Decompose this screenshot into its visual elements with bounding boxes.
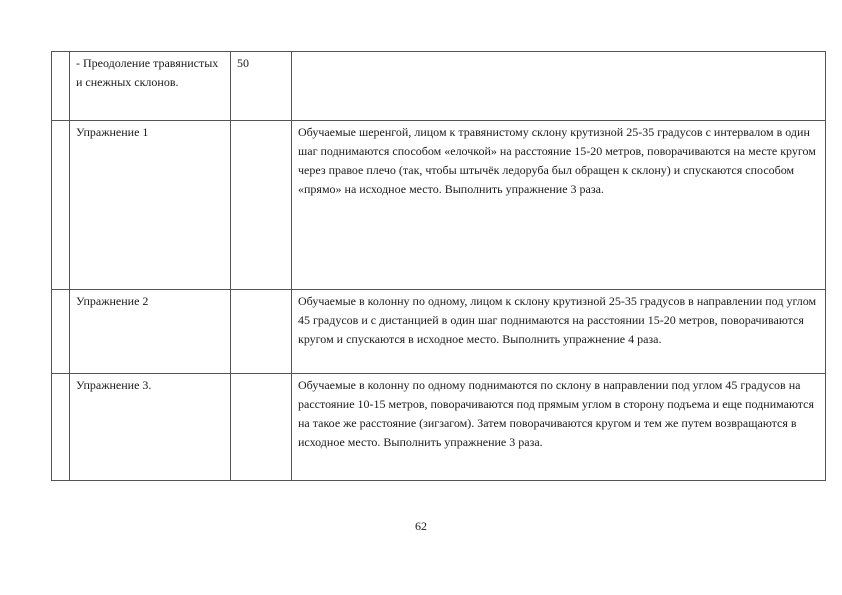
table-row <box>52 290 826 374</box>
description-cell <box>292 52 826 121</box>
table-row <box>52 52 826 121</box>
exercise-name-cell: Упражнение 1 <box>70 121 231 290</box>
time-cell <box>231 121 292 290</box>
index-cell <box>52 290 70 374</box>
page-number: 62 <box>415 519 427 533</box>
time-cell: 50 <box>231 52 292 121</box>
exercise-table <box>51 51 826 481</box>
exercise-name-cell: Упражнение 3. <box>70 374 231 481</box>
table-row <box>52 121 826 290</box>
table-row <box>52 374 826 481</box>
time-cell <box>231 374 292 481</box>
time-cell <box>231 290 292 374</box>
index-cell <box>52 374 70 481</box>
exercise-name-cell: Упражнение 2 <box>70 290 231 374</box>
description-cell: Обучаемые в колонну по одному, лицом к склону крутизной 25-35 градусов в направлении под углом 45 градусов и с дистанцией в один шаг поднимаются на расстоянии 15-20 метров, поворачиваются кругом и спускаются в исходное место. Выполнить упражнение 4 раза. <box>292 290 826 374</box>
index-cell <box>52 121 70 290</box>
index-cell <box>52 52 70 121</box>
exercise-name-cell: - Преодоление травянистых и снежных склонов. <box>70 52 231 121</box>
description-cell: Обучаемые в колонну по одному поднимаются по склону в направлении под углом 45 градусов на расстояние 10-15 метров, поворачиваются под прямым углом в сторону подъема и еще поднимаются на такое же расстояние (зигзагом). Затем поворачиваются кругом и тем же путем возвращаются в исходное место. Выполнить упражнение 3 раза. <box>292 374 826 481</box>
description-cell: Обучаемые шеренгой, лицом к травянистому склону крутизной 25-35 градусов с интервалом в один шаг поднимаются способом «елочкой» на расстояние 15-20 метров, поворачиваются на месте кругом через правое плечо (так, чтобы штычёк ледоруба был обращен к склону) и спускаются способом «прямо» на исходное место. Выполнить упражнение 3 раза. <box>292 121 826 290</box>
